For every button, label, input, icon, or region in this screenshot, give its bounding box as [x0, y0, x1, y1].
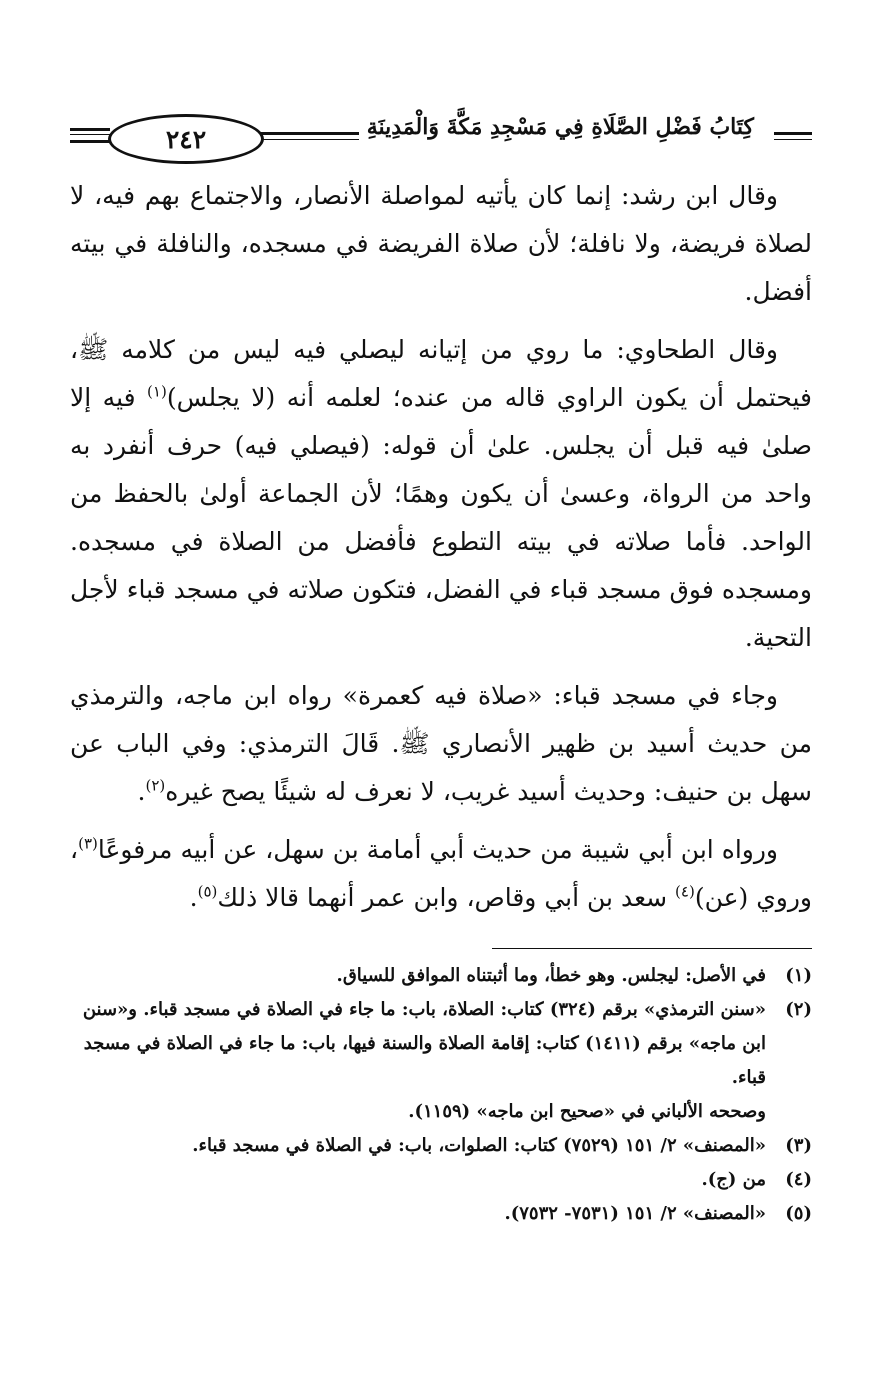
paragraph-text: وقال الطحاوي: ما روي من إتيانه ليصلي فيه ليس من كلامه ﷺ، فيحتمل أن يكون الراوي قاله من عنده؛ لعلمه أنه (لا يجلس) [70, 335, 812, 412]
paragraph [70, 826, 812, 922]
header-rule [70, 134, 110, 135]
paragraph [70, 172, 812, 316]
header-rule [774, 139, 812, 140]
page-number-text: ٢٤٢ [165, 124, 207, 154]
footnote-text: وصححه الألباني في «صحيح ابن ماجه» (١١٥٩). [408, 1101, 766, 1122]
paragraph-text: وجاء في مسجد قباء: «صلاة فيه كعمرة» رواه ابن ماجه، والترمذي من حديث أسيد بن ظهير الأنصاري ﷺ. قَالَ الترمذي: وفي الباب عن سهل بن حنيف: وحديث أسيد غريب، لا نعرف له شيئًا يصح غيره [70, 681, 812, 806]
paragraph-text: ورواه ابن أبي شيبة من حديث أبي أمامة بن سهل، عن أبيه مرفوعًا [97, 835, 778, 864]
footnote-ref: (٤) [675, 882, 695, 901]
footnote-text: «المصنف» ٢/ ١٥١ (٧٥٣١- ٧٥٣٢). [504, 1203, 766, 1224]
paragraph-text: ، وروي (عن) [70, 835, 812, 912]
paragraph [70, 326, 812, 662]
book-page [70, 110, 812, 1231]
main-text [70, 172, 812, 922]
footnote-separator [492, 948, 812, 949]
footnote-number: (٤) [785, 1169, 812, 1190]
paragraph-text: . [189, 883, 198, 912]
header-rule [70, 140, 110, 143]
page-header [70, 110, 812, 166]
footnote [70, 959, 812, 993]
footnote-ref: (٣) [78, 834, 98, 853]
paragraph-text: . [137, 777, 146, 806]
footnote-number: (٣) [785, 1135, 812, 1156]
paragraph-text: وقال ابن رشد: إنما كان يأتيه لمواصلة الأنصار، والاجتماع بهم فيه، لا لصلاة فريضة، ولا نافلة؛ لأن صلاة الفريضة في مسجده، والنافلة في بيته أفضل. [70, 181, 812, 306]
footnote [70, 1163, 812, 1197]
footnote-ref: (٢) [145, 776, 166, 795]
page-number [108, 114, 264, 164]
footnote-text: «سنن الترمذي» برقم (٣٢٤) كتاب: الصلاة، باب: ما جاء في الصلاة في مسجد قباء. و«سنن ابن ماجه» برقم (١٤١١) كتاب: إقامة الصلاة والسنة فيها، باب: ما جاء في الصلاة في مسجد قباء. [82, 999, 766, 1088]
footnotes [70, 959, 812, 1231]
paragraph-text: فيه إلا صلىٰ فيه قبل أن يجلس. علىٰ أن قوله: (فيصلي فيه) حرف أنفرد به واحد من الرواة، وعسىٰ أن يكون وهمًا؛ لأن الجماعة أولىٰ بالحفظ من الواحد. فأما صلاته في بيته التطوع فأفضل من الصلاة في مسجده. ومسجده فوق مسجد قباء في الفضل، فتكون صلاته في مسجد قباء لأجل التحية. [70, 383, 812, 652]
footnote [70, 993, 812, 1129]
footnote-text: «المصنف» ٢/ ١٥١ (٧٥٢٩) كتاب: الصلوات، باب: في الصلاة في مسجد قباء. [192, 1135, 766, 1156]
footnote [70, 1197, 812, 1231]
paragraph [70, 672, 812, 816]
paragraph-text: سعد بن أبي وقاص، وابن عمر أنهما قالا ذلك [217, 883, 676, 912]
header-rule [774, 132, 812, 135]
footnote-ref: (٥) [197, 882, 218, 901]
footnote-text: من (ج). [701, 1169, 766, 1190]
footnote-ref: (١) [147, 382, 167, 401]
footnote [70, 1129, 812, 1163]
footnote-number: (٥) [785, 1203, 812, 1224]
footnote-text: في الأصل: ليجلس. وهو خطأ، وما أثبتناه الموافق للسياق. [336, 965, 766, 986]
running-title: كِتَابُ فَضْلِ الصَّلَاةِ فِي مَسْجِدِ مَكَّةَ وَالْمَدِينَةِ [359, 114, 762, 140]
footnote-number: (٢) [785, 999, 812, 1020]
footnote-number: (١) [785, 965, 812, 986]
header-rule [70, 128, 110, 131]
